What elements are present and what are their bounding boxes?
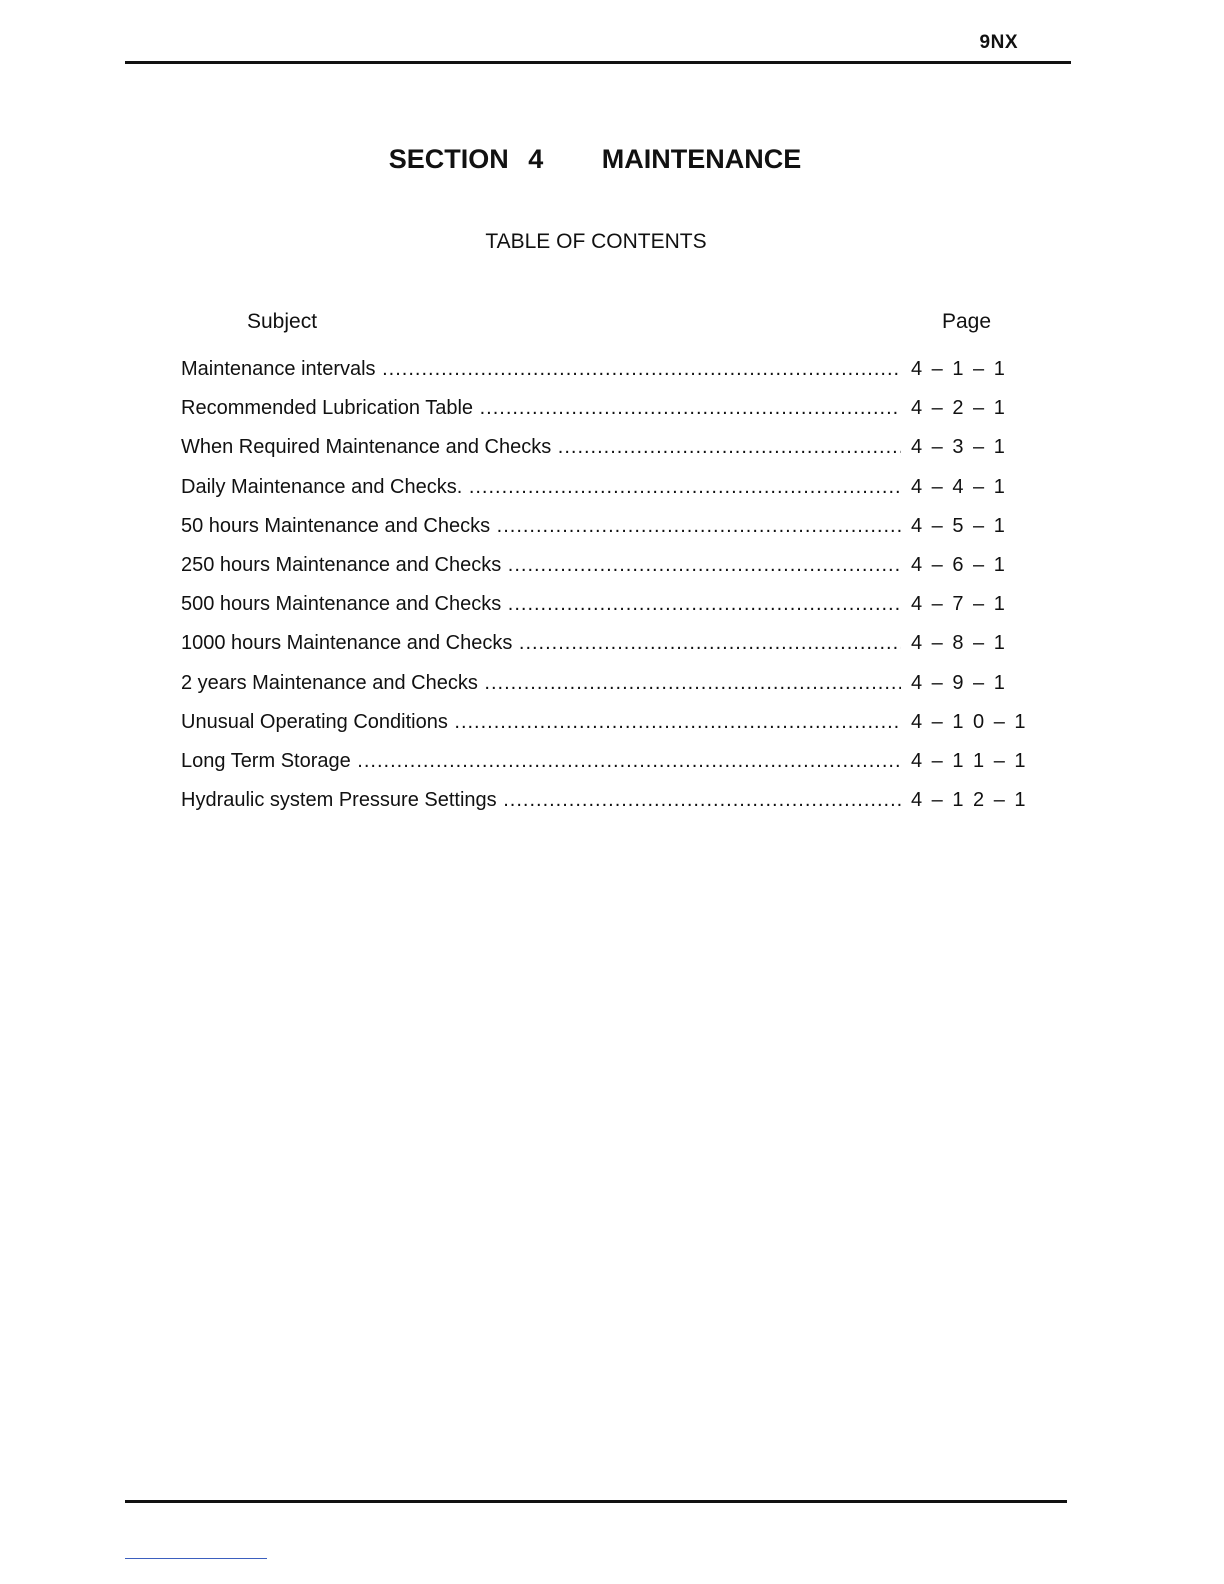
toc-page-number: 4 – 2 – 1: [911, 397, 1007, 420]
toc-subject: 1000 hours Maintenance and Checks .....: [181, 630, 901, 656]
toc-heading: TABLE OF CONTENTS: [485, 230, 707, 253]
toc-entry-daily: [181, 474, 1011, 513]
toc-subject: Recommended Lubrication Table .....: [181, 395, 901, 421]
toc-page-number: 4 – 3 – 1: [911, 436, 1007, 459]
toc-entry-maintenance-intervals: [181, 356, 1011, 395]
toc-subject: Long Term Storage .....: [181, 748, 901, 774]
section-title: SECTION 4 MAINTENANCE: [388, 144, 802, 174]
toc-subject: 500 hours Maintenance and Checks .....: [181, 591, 901, 617]
toc-page-number: 4 – 6 – 1: [911, 553, 1007, 576]
toc-subject: Daily Maintenance and Checks. .....: [181, 474, 901, 500]
footer-stub-line: [125, 1558, 267, 1559]
toc-subject: 2 years Maintenance and Checks .....: [181, 670, 901, 696]
toc-subject: 250 hours Maintenance and Checks .....: [181, 552, 901, 578]
toc-list: [181, 356, 1028, 826]
document-code: 9NX: [979, 32, 1018, 53]
toc-subject: Unusual Operating Conditions .....: [181, 709, 901, 735]
footer-rule: [125, 1500, 1067, 1503]
toc-subject: 50 hours Maintenance and Checks .....: [181, 513, 901, 539]
toc-entry-1000-hours: [181, 630, 1011, 669]
toc-subject: When Required Maintenance and Checks .....: [181, 434, 901, 460]
toc-page-number: 4 – 1 2 – 1: [911, 789, 1028, 812]
toc-entry-long-term-storage: [181, 748, 1028, 787]
toc-entry-unusual-conditions: [181, 709, 1028, 748]
header-rule: [125, 61, 1071, 64]
toc-entry-50-hours: [181, 513, 1011, 552]
toc-page-number: 4 – 5 – 1: [911, 514, 1007, 537]
toc-page-number: 4 – 1 1 – 1: [911, 749, 1028, 772]
subject-column-header: Subject: [247, 310, 318, 333]
toc-entry-500-hours: [181, 591, 1011, 630]
toc-entry-hydraulic-pressure: [181, 787, 1028, 826]
toc-subject: Maintenance intervals .....: [181, 356, 901, 382]
toc-page-number: 4 – 9 – 1: [911, 671, 1007, 694]
toc-entry-2-years: [181, 670, 1011, 709]
toc-page-number: 4 – 4 – 1: [911, 475, 1007, 498]
toc-entry-250-hours: [181, 552, 1011, 591]
toc-page-number: 4 – 1 0 – 1: [911, 710, 1028, 733]
toc-entry-when-required: [181, 434, 1011, 473]
toc-page-number: 4 – 1 – 1: [911, 358, 1007, 380]
toc-page-number: 4 – 8 – 1: [911, 632, 1007, 655]
toc-entry-lubrication-table: [181, 395, 1011, 434]
toc-page-number: 4 – 7 – 1: [911, 593, 1007, 616]
page-column-header: Page: [942, 310, 992, 333]
toc-subject: Hydraulic system Pressure Settings .....: [181, 787, 901, 813]
